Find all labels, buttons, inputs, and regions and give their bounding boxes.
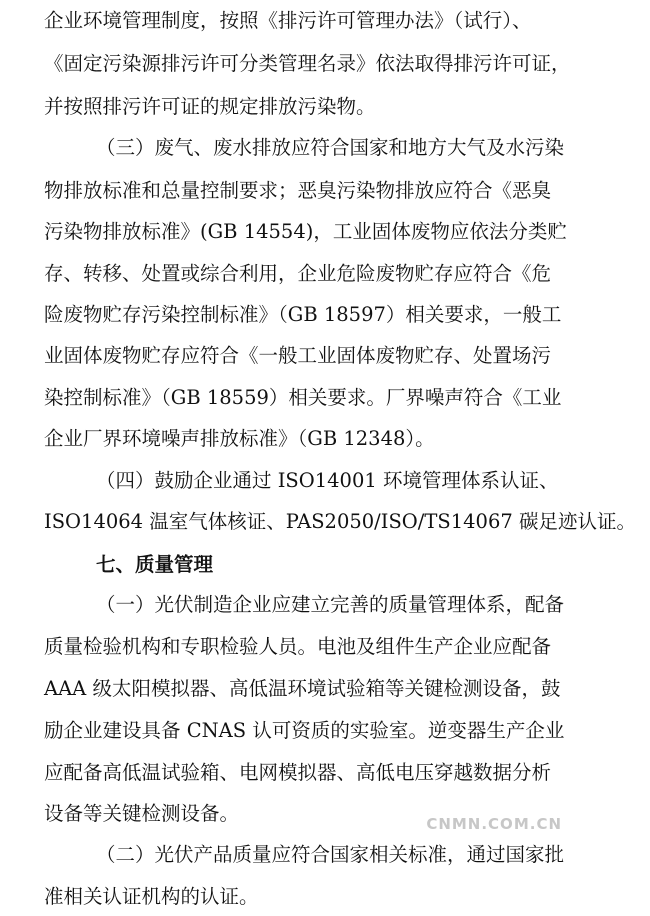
section-heading-quality: 七、质量管理 [96, 553, 214, 576]
text-line: 险废物贮存污染控制标准》（GB 18597）相关要求，一般工 [44, 303, 562, 326]
paragraph-three-start: （三）废气、废水排放应符合国家和地方大气及水污染 [96, 136, 565, 159]
text-line: 励企业建设具备 CNAS 认可资质的实验室。逆变器生产企业 [44, 719, 565, 742]
text-line: 物排放标准和总量控制要求；恶臭污染物排放应符合《恶臭 [44, 179, 552, 202]
text-line: 并按照排污许可证的规定排放污染物。 [44, 95, 376, 118]
text-line: 《固定污染源排污许可分类管理名录》依法取得排污许可证， [44, 52, 571, 75]
text-line: 企业厂界环境噪声排放标准》（GB 12348）。 [44, 427, 435, 450]
text-line: 存、转移、处置或综合利用，企业危险废物贮存应符合《危 [44, 262, 552, 285]
paragraph-four-start: （四）鼓励企业通过 ISO14001 环境管理体系认证、 [96, 469, 559, 492]
paragraph-one-start: （一）光伏制造企业应建立完善的质量管理体系，配备 [96, 593, 565, 616]
text-line: 设备等关键检测设备。 [44, 802, 240, 825]
watermark: CNMN.COM.CN [426, 815, 562, 833]
text-line: 企业环境管理制度，按照《排污许可管理办法》（试行）、 [44, 9, 532, 32]
text-line: 污染物排放标准》(GB 14554)，工业固体废物应依法分类贮 [44, 220, 567, 243]
text-line: AAA 级太阳模拟器、高低温环境试验箱等关键检测设备，鼓 [44, 677, 561, 700]
text-line: 准相关认证机构的认证。 [44, 885, 259, 908]
text-line: 质量检验机构和专职检验人员。电池及组件生产企业应配备 [44, 635, 552, 658]
paragraph-two-start: （二）光伏产品质量应符合国家相关标准，通过国家批 [96, 843, 565, 866]
text-line: 业固体废物贮存应符合《一般工业固体废物贮存、处置场污 [44, 344, 552, 367]
text-line: 应配备高低温试验箱、电网模拟器、高低电压穿越数据分析 [44, 761, 552, 784]
text-line: 染控制标准》（GB 18559）相关要求。厂界噪声符合《工业 [44, 386, 562, 409]
text-line: ISO14064 温室气体核证、PAS2050/ISO/TS14067 碳足迹认证。 [44, 510, 636, 533]
